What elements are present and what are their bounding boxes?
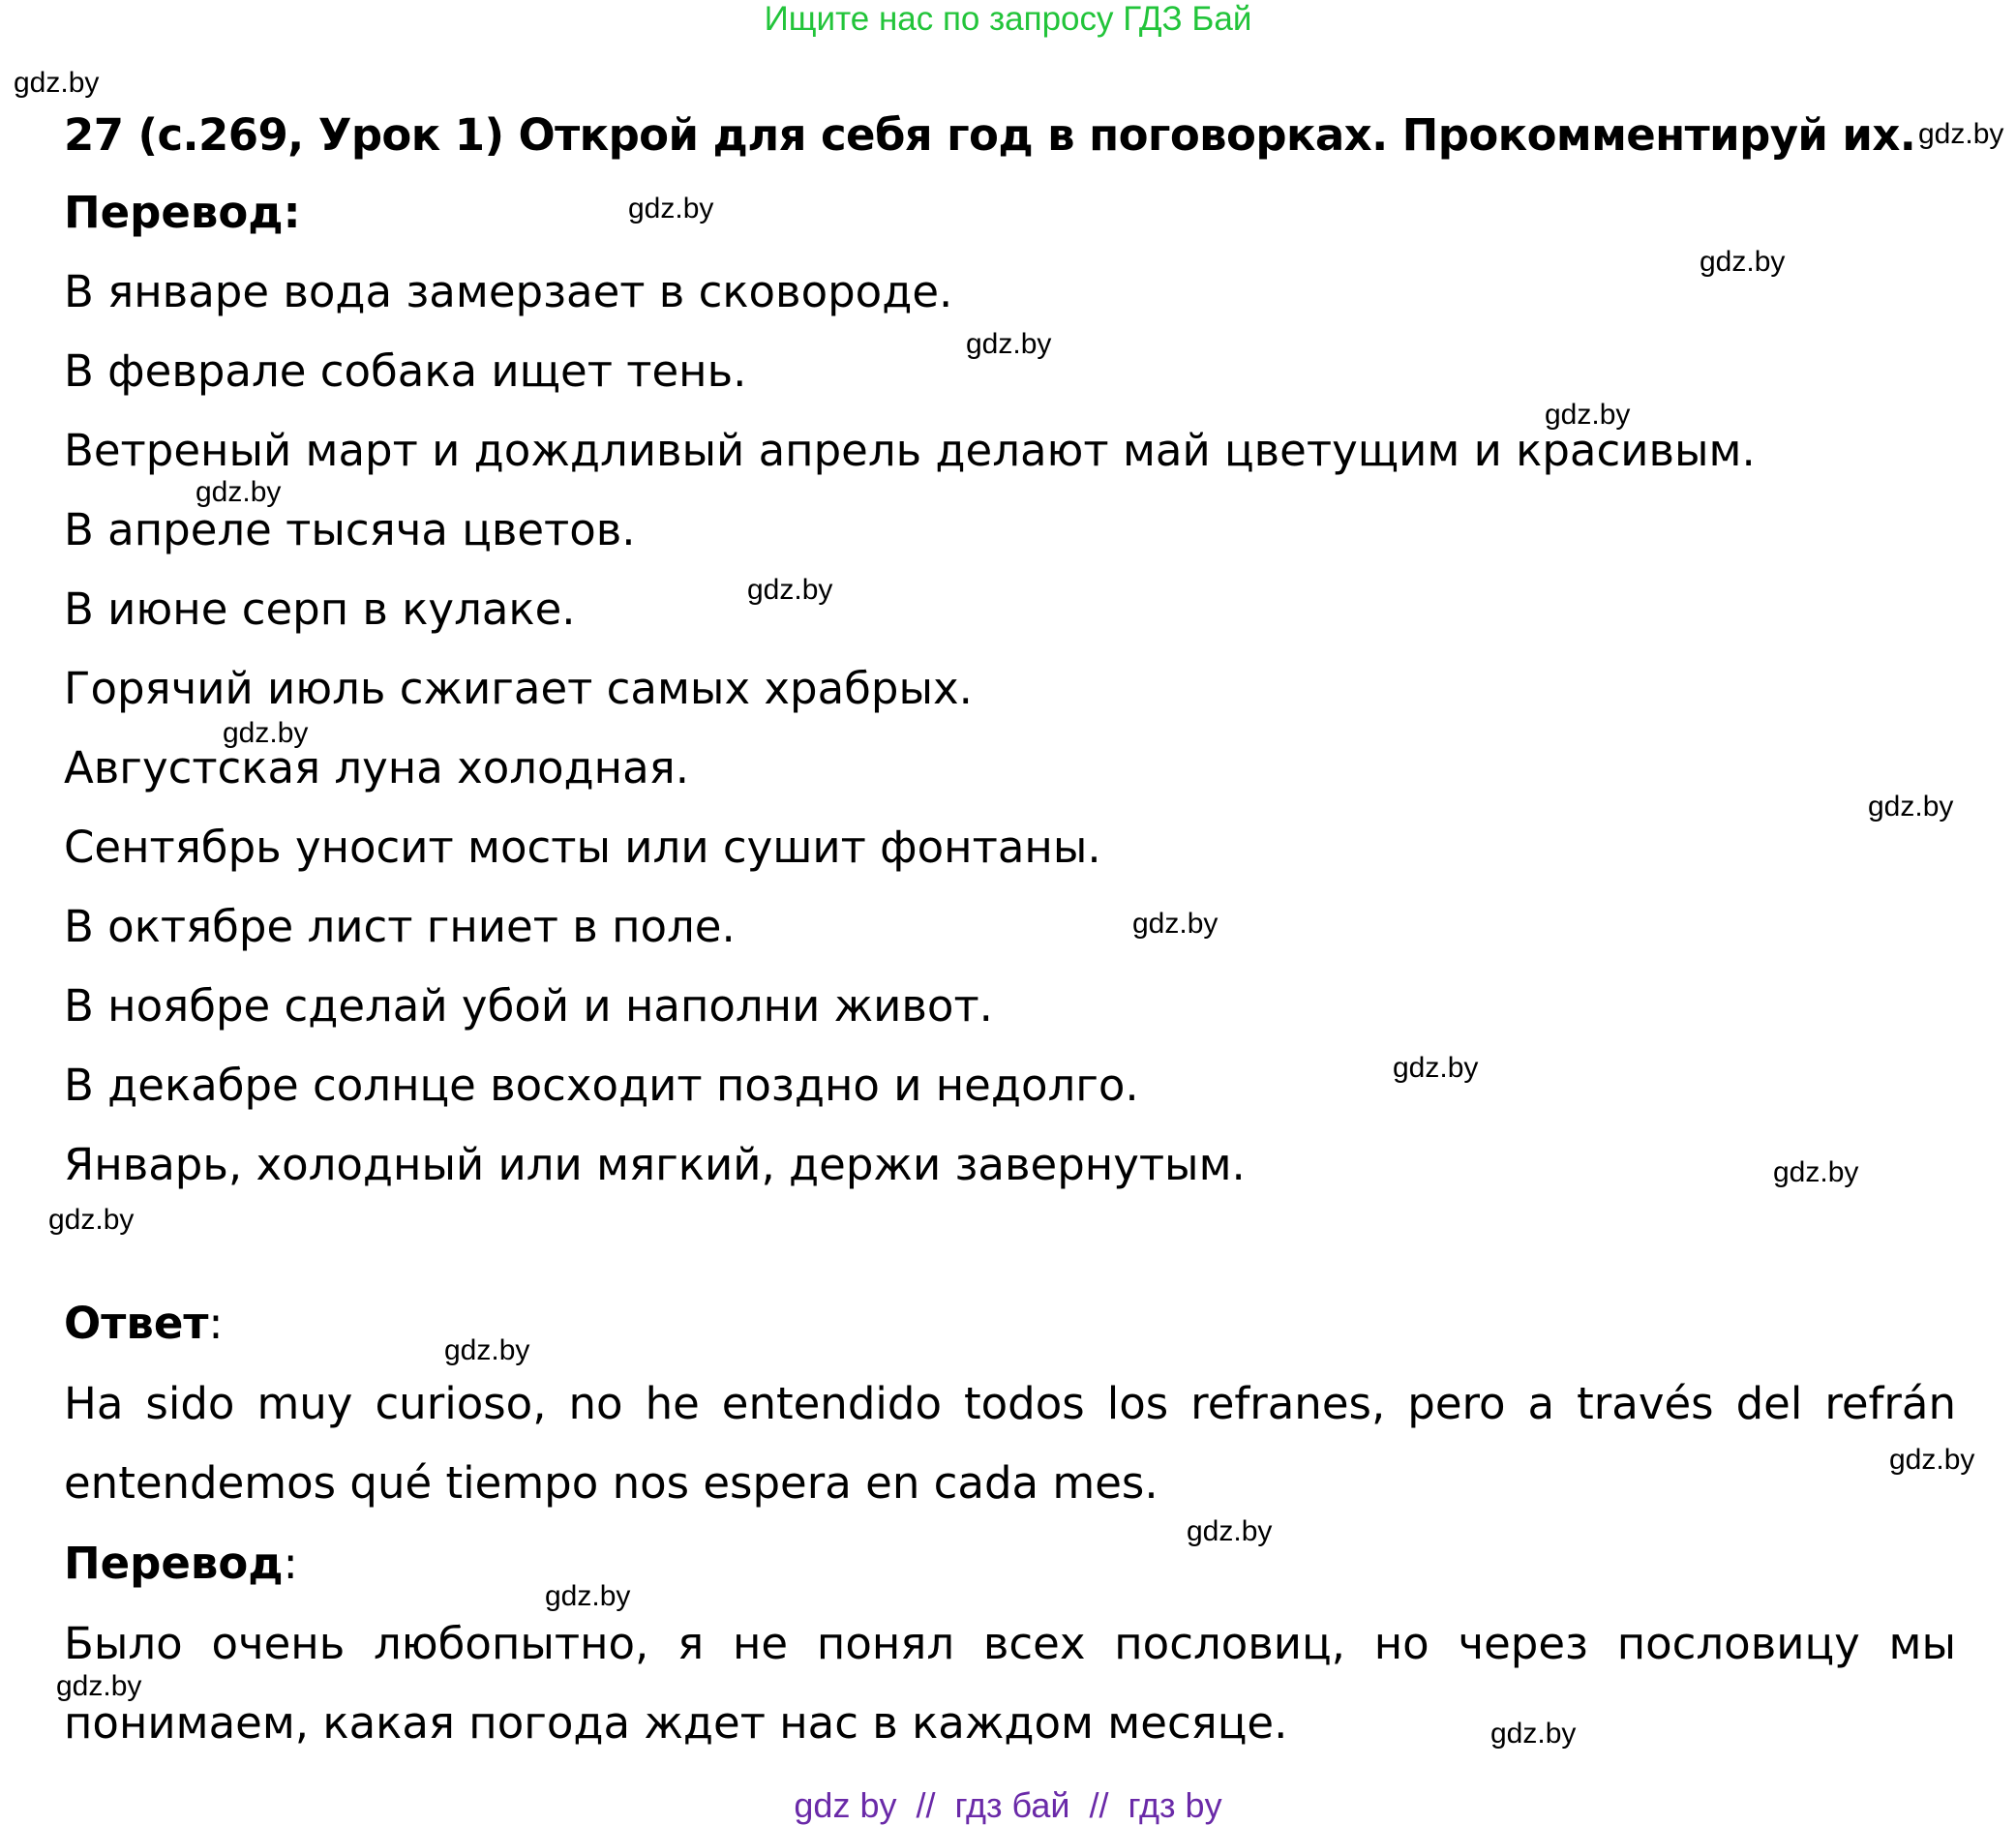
footer-link-gdz-by-cyr[interactable]: гдз by <box>1128 1785 1222 1825</box>
proverb-line: Сентябрь уносит мосты или сушит фонтаны. <box>64 822 1101 873</box>
footer-separator: // <box>1089 1785 1109 1825</box>
watermark: gdz.by <box>628 193 714 224</box>
answer-heading-label: Ответ <box>64 1298 209 1349</box>
top-banner[interactable]: Ищите нас по запросу ГДЗ Бай <box>764 0 1252 38</box>
watermark: gdz.by <box>747 574 833 606</box>
answer-heading <box>64 1295 224 1353</box>
watermark: gdz.by <box>1187 1515 1273 1547</box>
watermark: gdz.by <box>196 476 282 508</box>
proverb-line: Ветреный март и дождливый апрель делают май цветущим и красивым. <box>64 425 1756 476</box>
exercise-title: 27 (с.269, Урок 1) Открой для себя год в поговорках. Прокомментируй их. <box>64 109 1916 161</box>
translation-heading-colon: : <box>283 187 301 238</box>
watermark: gdz.by <box>444 1334 530 1366</box>
watermark: gdz.by <box>1889 1444 1975 1476</box>
answer-translation-heading-label: Перевод <box>64 1538 284 1589</box>
proverb-line: Горячий июль сжигает самых храбрых. <box>64 663 973 714</box>
proverb-line: Августская луна холодная. <box>64 742 690 793</box>
watermark: gdz.by <box>1918 118 2004 150</box>
answer-translation-text: Было очень любопытно, я не понял всех пословиц, но через пословицу мы понимаем, какая погода ждет нас в каждом месяце. <box>64 1618 1956 1749</box>
watermark: gdz.by <box>1868 791 1954 823</box>
watermark: gdz.by <box>1545 399 1631 431</box>
watermark: gdz.by <box>56 1670 142 1702</box>
footer-links <box>0 1786 2016 1825</box>
translation-heading <box>64 184 301 242</box>
watermark: gdz.by <box>545 1580 631 1612</box>
proverb-line: В январе вода замерзает в сковороде. <box>64 266 953 317</box>
answer-heading-colon: : <box>208 1298 224 1349</box>
watermark: gdz.by <box>1490 1718 1577 1750</box>
watermark: gdz.by <box>1700 246 1786 278</box>
footer-link-gdz-by[interactable]: gdz by <box>794 1785 897 1825</box>
footer-separator: // <box>916 1785 936 1825</box>
proverb-line: В декабре солнце восходит поздно и недолго. <box>64 1060 1139 1111</box>
proverb-line: Январь, холодный или мягкий, держи завернутым. <box>64 1139 1246 1190</box>
watermark: gdz.by <box>223 717 309 749</box>
watermark: gdz.by <box>1773 1156 1859 1188</box>
proverb-line: В октябре лист гниет в поле. <box>64 901 736 952</box>
watermark: gdz.by <box>48 1204 135 1236</box>
watermark: gdz.by <box>1132 908 1219 940</box>
answer-text: Ha sido muy curioso, no he entendido todos los refranes, pero a través del refrán entendemos qué tiempo nos espera en cada mes. <box>64 1378 1956 1509</box>
proverb-line: В июне серп в кулаке. <box>64 583 576 635</box>
watermark: gdz.by <box>1393 1052 1479 1084</box>
answer-translation-heading <box>64 1535 298 1593</box>
translation-heading-label: Перевод <box>64 187 284 238</box>
proverb-line: В феврале собака ищет тень. <box>64 345 747 397</box>
watermark: gdz.by <box>14 67 100 99</box>
footer-link-gdz-bai[interactable]: гдз бай <box>954 1785 1070 1825</box>
answer-translation-heading-colon: : <box>283 1538 298 1589</box>
proverb-line: В ноябре сделай убой и наполни живот. <box>64 980 993 1032</box>
proverb-line: В апреле тысяча цветов. <box>64 504 636 555</box>
watermark: gdz.by <box>966 328 1052 360</box>
